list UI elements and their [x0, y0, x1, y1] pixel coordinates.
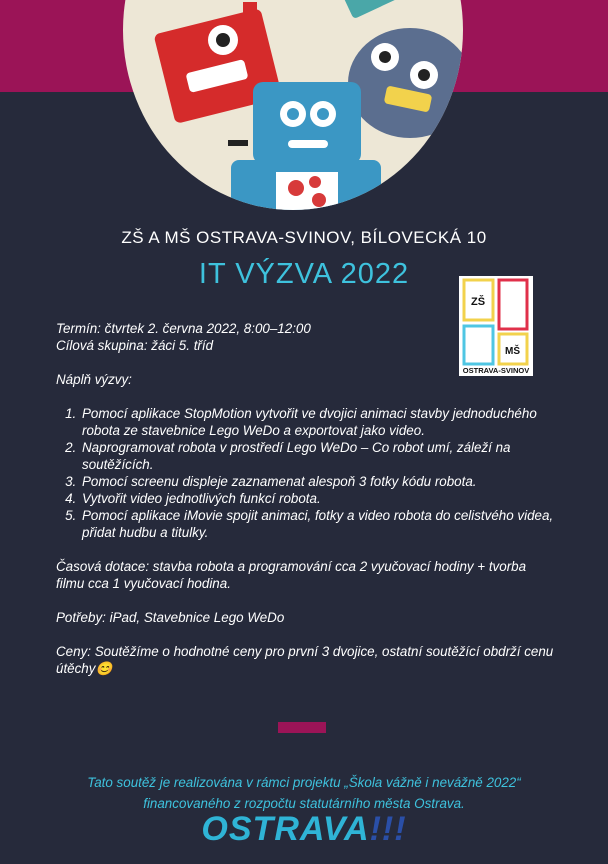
- task-list: [56, 405, 556, 541]
- page-title: IT VÝZVA 2022: [198, 258, 410, 290]
- content: [56, 320, 556, 677]
- footer-note-line2: financovaného z rozpočtu statutárního města Ostrava.: [143, 796, 465, 811]
- ostrava-logo: [0, 810, 608, 849]
- list-item: 5. Pomocí aplikace iMovie spojit animaci, fotky a video robota do celistvého videa, přidat hudbu a titulky.: [80, 507, 556, 541]
- needs: Potřeby: iPad, Stavebnice Lego WeDo: [56, 610, 285, 625]
- list-item: 2. Naprogramovat robota v prostředí Lego WeDo – Co robot umí, záleží na soutěžících.: [80, 439, 556, 473]
- footer-note-line1: Tato soutěž je realizována v rámci projektu „Škola vážně i nevážně 2022“: [87, 775, 521, 790]
- logo-letters-bottom: MŠ: [505, 346, 520, 357]
- content-heading: Náplň výzvy:: [56, 372, 132, 387]
- logo-letters-top: ZŠ: [471, 296, 486, 308]
- list-item: 3. Pomocí screenu displeje zaznamenat alespoň 3 fotky kódu robota.: [80, 473, 556, 490]
- term-line: Termín: čtvrtek 2. června 2022, 8:00–12:00: [56, 321, 311, 336]
- robots-image: [123, 0, 463, 210]
- prizes: Ceny: Soutěžíme o hodnotné ceny pro první 3 dvojice, ostatní soutěžící obdrží cenu útěchy😊: [56, 644, 554, 676]
- footer-note: [0, 772, 608, 814]
- school-heading: ZŠ A MŠ OSTRAVA-SVINOV, BÍLOVECKÁ 10: [121, 228, 487, 247]
- divider: [278, 722, 326, 733]
- ostrava-logo-suffix: !!!: [369, 810, 407, 848]
- robot-illustration: [123, 0, 463, 210]
- ostrava-logo-text: OSTRAVA: [201, 810, 370, 848]
- logo-caption: OSTRAVA-SVINOV: [462, 366, 530, 375]
- list-item: 4. Vytvořit video jednotlivých funkcí robota.: [80, 490, 556, 507]
- time-allocation: Časová dotace: stavba robota a programování cca 2 vyučovací hodiny + tvorba filmu cca 1 vyučovací hodina.: [56, 559, 527, 591]
- list-item: 1. Pomocí aplikace StopMotion vytvořit ve dvojici animaci stavby jednoduchého robota ze stavebnice Lego WeDo a exportovat jako video.: [80, 405, 556, 439]
- target-group-line: Cílová skupina: žáci 5. tříd: [56, 338, 214, 353]
